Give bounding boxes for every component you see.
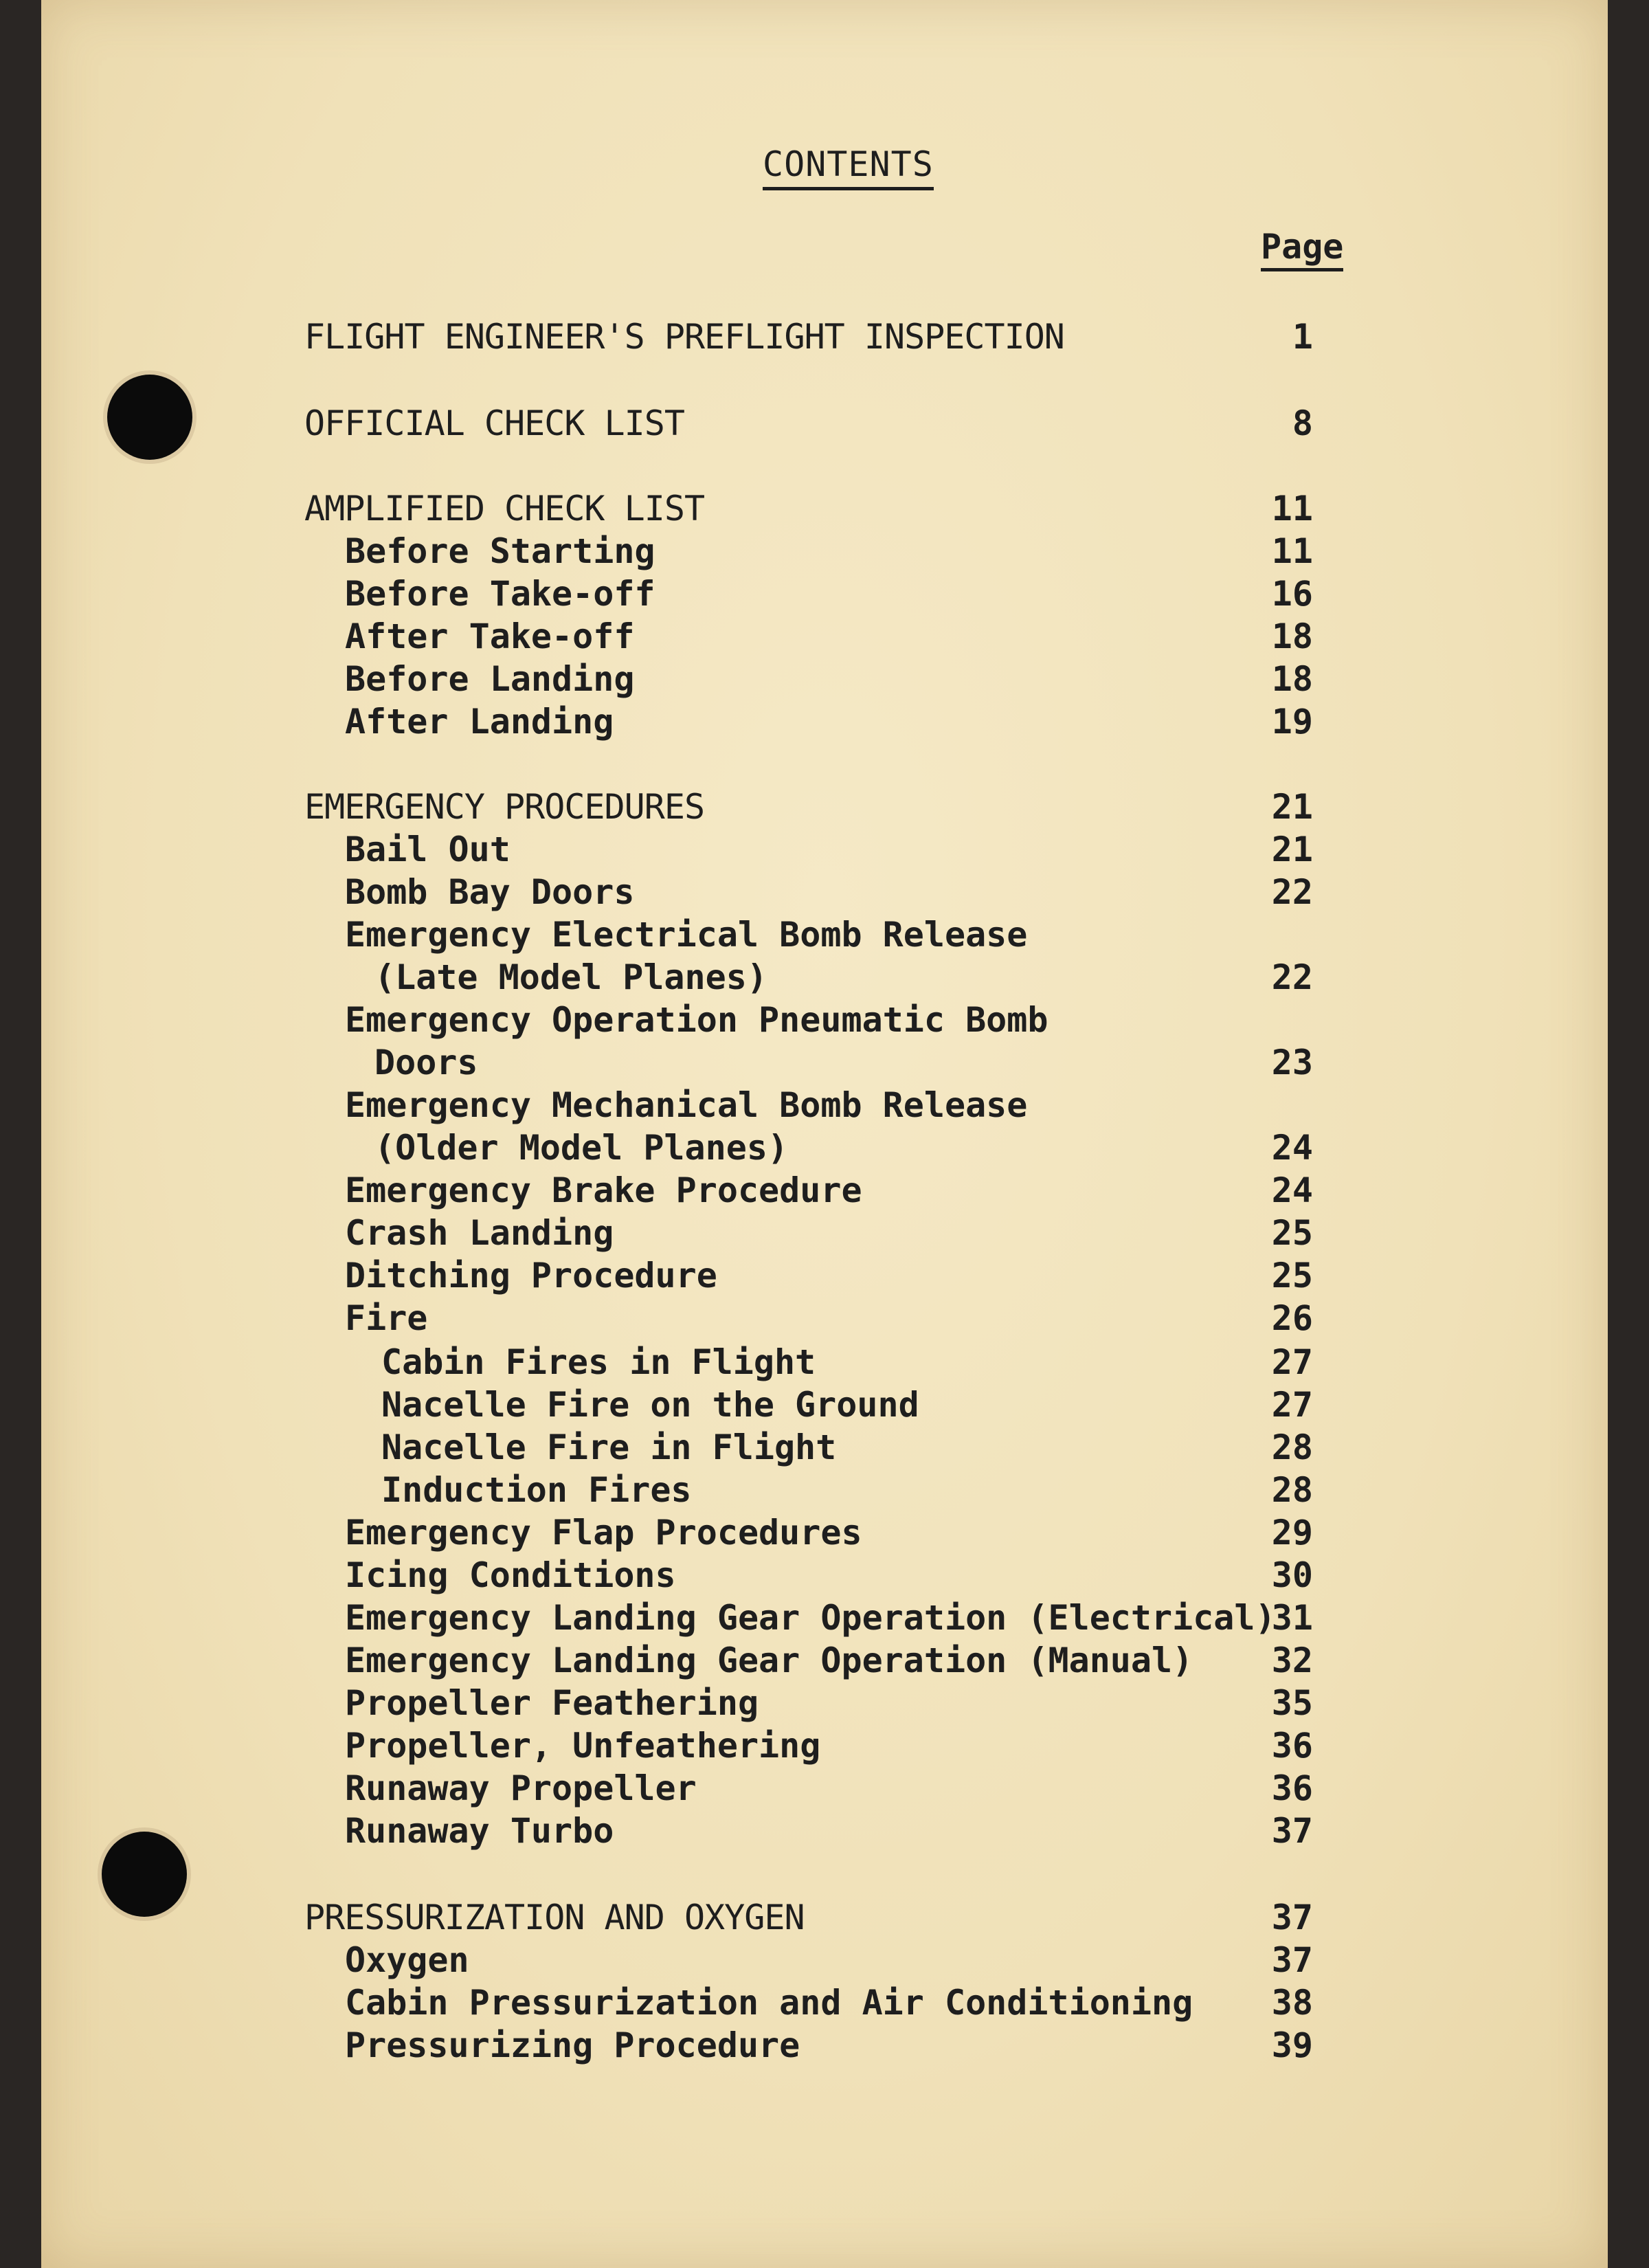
toc-entry-page: 25 bbox=[1271, 1213, 1313, 1253]
toc-entry-page: 32 bbox=[1271, 1641, 1313, 1680]
toc-entry-title: EMERGENCY PROCEDURES bbox=[304, 787, 705, 827]
document-page bbox=[41, 0, 1608, 2268]
toc-entry-title: Propeller, Unfeathering bbox=[345, 1726, 821, 1766]
toc-entry-page: 27 bbox=[1271, 1385, 1313, 1425]
toc-entry-page: 29 bbox=[1271, 1513, 1313, 1553]
toc-entry-title: Before Starting bbox=[345, 531, 655, 571]
toc-entry-title: After Take-off bbox=[345, 616, 635, 656]
toc-entry-title: Nacelle Fire on the Ground bbox=[381, 1385, 919, 1425]
toc-entry-title: PRESSURIZATION AND OXYGEN bbox=[304, 1898, 805, 1937]
toc-entry-title: Before Take-off bbox=[345, 574, 655, 614]
toc-entry-page: 24 bbox=[1271, 1128, 1313, 1168]
toc-entry-page: 11 bbox=[1271, 489, 1313, 529]
toc-entry-page: 8 bbox=[1292, 403, 1313, 443]
toc-entry-title: Runaway Turbo bbox=[345, 1811, 614, 1851]
toc-entry-title: Icing Conditions bbox=[345, 1555, 676, 1595]
toc-entry-page: 28 bbox=[1271, 1427, 1313, 1467]
toc-entry-page: 18 bbox=[1271, 616, 1313, 656]
page-title: CONTENTS bbox=[763, 144, 934, 190]
toc-entry-page: 16 bbox=[1271, 574, 1313, 614]
toc-entry-page: 19 bbox=[1271, 702, 1313, 742]
toc-entry-title: Emergency Operation Pneumatic Bomb bbox=[345, 1000, 1048, 1040]
toc-entry-title: Fire bbox=[345, 1298, 428, 1338]
toc-entry-title: Emergency Flap Procedures bbox=[345, 1513, 862, 1553]
toc-entry-title: Bomb Bay Doors bbox=[345, 872, 635, 912]
toc-entry-page: 11 bbox=[1271, 531, 1313, 571]
toc-entry-page: 37 bbox=[1271, 1811, 1313, 1851]
toc-entry-title: AMPLIFIED CHECK LIST bbox=[304, 489, 705, 529]
toc-entry-title: After Landing bbox=[345, 702, 614, 742]
toc-entry-page: 24 bbox=[1271, 1170, 1313, 1210]
page-column-header: Page bbox=[1261, 227, 1343, 271]
toc-entry-page: 26 bbox=[1271, 1298, 1313, 1338]
toc-entry-title: Runaway Propeller bbox=[345, 1768, 697, 1808]
toc-entry-title: Pressurizing Procedure bbox=[345, 2025, 800, 2065]
toc-entry-title: Emergency Mechanical Bomb Release bbox=[345, 1085, 1028, 1125]
toc-entry-page: 27 bbox=[1271, 1342, 1313, 1382]
toc-entry-page: 18 bbox=[1271, 659, 1313, 699]
toc-entry-page: 36 bbox=[1271, 1726, 1313, 1766]
toc-entry-title: Crash Landing bbox=[345, 1213, 614, 1253]
toc-entry-title: OFFICIAL CHECK LIST bbox=[304, 403, 684, 443]
toc-entry-title: Cabin Pressurization and Air Conditioning bbox=[345, 1983, 1193, 2023]
toc-entry-title: Emergency Landing Gear Operation (Electrical) bbox=[345, 1598, 1276, 1638]
toc-entry-page: 31 bbox=[1271, 1598, 1313, 1638]
toc-entry-title: Propeller Feathering bbox=[345, 1683, 759, 1723]
table-of-contents bbox=[41, 0, 1608, 2268]
toc-entry-title: Ditching Procedure bbox=[345, 1256, 717, 1296]
toc-entry-title: Before Landing bbox=[345, 659, 635, 699]
toc-entry-title: (Older Model Planes) bbox=[374, 1128, 789, 1168]
toc-entry-page: 36 bbox=[1271, 1768, 1313, 1808]
toc-entry-page: 22 bbox=[1271, 957, 1313, 997]
toc-entry-title: Emergency Electrical Bomb Release bbox=[345, 915, 1028, 955]
toc-entry-title: FLIGHT ENGINEER'S PREFLIGHT INSPECTION bbox=[304, 317, 1064, 357]
toc-entry-title: Doors bbox=[374, 1043, 478, 1082]
toc-entry-title: Induction Fires bbox=[381, 1470, 692, 1510]
toc-entry-page: 38 bbox=[1271, 1983, 1313, 2023]
toc-entry-page: 37 bbox=[1271, 1940, 1313, 1980]
toc-entry-page: 39 bbox=[1271, 2025, 1313, 2065]
toc-entry-title: Nacelle Fire in Flight bbox=[381, 1427, 837, 1467]
toc-entry-title: Oxygen bbox=[345, 1940, 469, 1980]
toc-entry-page: 37 bbox=[1271, 1898, 1313, 1937]
toc-entry-title: (Late Model Planes) bbox=[374, 957, 767, 997]
toc-entry-title: Emergency Brake Procedure bbox=[345, 1170, 862, 1210]
toc-entry-title: Bail Out bbox=[345, 830, 511, 869]
toc-entry-page: 28 bbox=[1271, 1470, 1313, 1510]
toc-entry-page: 35 bbox=[1271, 1683, 1313, 1723]
toc-entry-title: Emergency Landing Gear Operation (Manual) bbox=[345, 1641, 1193, 1680]
toc-entry-page: 25 bbox=[1271, 1256, 1313, 1296]
toc-entry-page: 21 bbox=[1271, 787, 1313, 827]
toc-entry-page: 21 bbox=[1271, 830, 1313, 869]
toc-entry-page: 22 bbox=[1271, 872, 1313, 912]
toc-entry-page: 23 bbox=[1271, 1043, 1313, 1082]
toc-entry-title: Cabin Fires in Flight bbox=[381, 1342, 816, 1382]
toc-entry-page: 30 bbox=[1271, 1555, 1313, 1595]
toc-entry-page: 1 bbox=[1292, 317, 1313, 357]
